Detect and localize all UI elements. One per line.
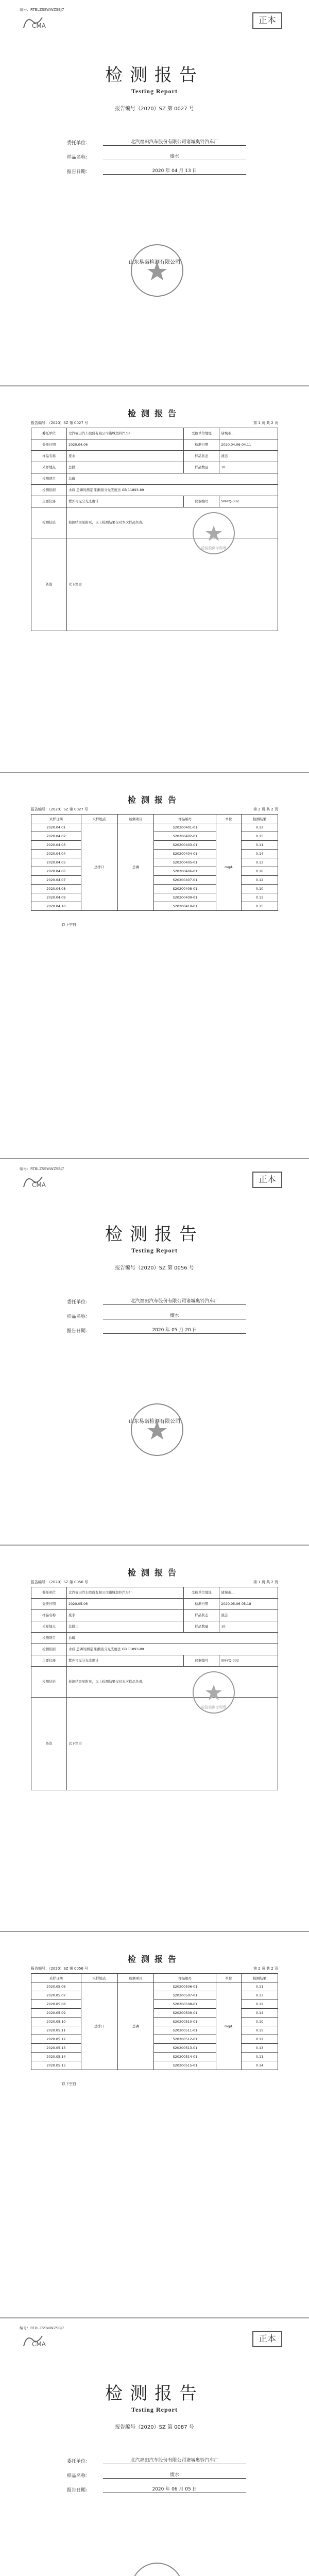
sample-id: S20200507-01 — [154, 1991, 216, 2000]
sample-value: 废水 — [103, 2471, 246, 2479]
table-row — [31, 2009, 278, 2018]
client-label: 委托单位： — [67, 2459, 91, 2464]
row-value: 检测结果见附页，以上检测结果仅对本次样品负责。 — [67, 507, 278, 538]
table-row — [31, 485, 278, 496]
serial-number: 编号：RTBLZSSWWZSBJ7 — [20, 1167, 64, 1171]
column-header: 检测项目 — [117, 815, 154, 823]
column-header: 检测项目 — [117, 1974, 154, 1982]
report-title: 检测报告 — [105, 1224, 204, 1245]
sample-value: 废水 — [103, 152, 246, 160]
test-result: 0.15 — [242, 2026, 278, 2035]
page-number: 第 1 页 共 2 页 — [253, 421, 278, 425]
row-label: 样品名称 — [31, 1610, 67, 1621]
sample-label: 样品名称： — [67, 1314, 91, 1319]
row-value: 紫外可见分光光度计 — [67, 496, 184, 507]
row-label: 委托日期 — [31, 439, 67, 451]
sample-date: 2020.04.01 — [31, 823, 81, 832]
date-value: 2020 年 06 月 05 日 — [103, 2485, 246, 2493]
sample-id: S20200513-01 — [154, 2044, 216, 2053]
serial-number: 编号：RTBLZSSWWZSBJ7 — [20, 2326, 64, 2330]
table-row — [31, 462, 278, 473]
row-label: 样品数量 — [184, 462, 219, 473]
page-number: 第 2 页 共 2 页 — [253, 1967, 278, 1971]
table-row — [31, 850, 278, 858]
column-header: 采样日期 — [31, 815, 81, 823]
data-page — [0, 773, 309, 1159]
row-value: 水质 总磷的测定 钼酸铵分光光度法 GB 11893-89 — [67, 485, 278, 496]
row-label: 采样地点 — [31, 1621, 67, 1633]
cma-logo-icon — [22, 1174, 56, 1189]
table-row — [31, 1587, 278, 1599]
table-row — [31, 2061, 278, 2070]
sample-id: S20200407-01 — [154, 876, 216, 885]
sample-id: S20200510-01 — [154, 2018, 216, 2026]
row-value: SN-YQ-032 — [219, 1655, 278, 1667]
row-value: 液态 — [219, 1610, 278, 1621]
date-value: 2020 年 04 月 13 日 — [103, 167, 246, 175]
info-page — [0, 1546, 309, 1932]
row-value: 液态 — [219, 451, 278, 462]
page-title: 检测报告 — [127, 409, 181, 418]
test-result: 0.14 — [242, 850, 278, 858]
column-header: 采样日期 — [31, 1974, 81, 1982]
sample-id: S20200508-01 — [154, 2000, 216, 2009]
row-value: 水质 总磷的测定 钼酸铵分光光度法 GB 11893-89 — [67, 1644, 278, 1655]
table-row — [31, 1599, 278, 1610]
date-value: 2020 年 05 月 20 日 — [103, 1326, 246, 1334]
test-result: 0.12 — [242, 2035, 278, 2044]
row-label: 检测依据 — [31, 485, 67, 496]
unit: mg/L — [216, 823, 242, 911]
table-row — [31, 2000, 278, 2009]
page-number: 第 1 页 共 2 页 — [253, 1580, 278, 1584]
test-result: 0.13 — [242, 858, 278, 867]
test-result: 0.10 — [242, 2018, 278, 2026]
sample-id: S20200403-01 — [154, 841, 216, 850]
table-row — [31, 1991, 278, 2000]
row-value: 总排口 — [67, 462, 184, 473]
report-subtitle: Testing Report — [131, 1247, 178, 1254]
sample-date: 2020.05.09 — [31, 2009, 81, 2018]
date-field — [67, 2485, 246, 2493]
row-value: 废水 — [67, 1610, 184, 1621]
row-value: 2020.05.06-05.18 — [219, 1599, 278, 1610]
row-value: 总磷 — [67, 473, 278, 485]
sample-date: 2020.04.09 — [31, 893, 81, 902]
date-field — [67, 167, 246, 175]
page-number: 第 2 页 共 2 页 — [253, 807, 278, 811]
table-row — [31, 902, 278, 911]
row-value: 2020.04.06 — [67, 439, 184, 451]
report-title: 检测报告 — [105, 65, 204, 86]
report-number: 报告编号：（2020）SZ 第 0027 号 — [31, 807, 89, 811]
sample-id: S20200409-01 — [154, 893, 216, 902]
sample-id: S20200402-01 — [154, 832, 216, 841]
row-label: 检测日期 — [184, 439, 219, 451]
row-label: 检测项目 — [31, 1633, 67, 1644]
column-header: 采样地点 — [81, 1974, 117, 1982]
data-page — [0, 1932, 309, 2318]
test-result: 0.15 — [242, 902, 278, 911]
table-row — [31, 876, 278, 885]
sample-value: 废水 — [103, 1312, 246, 1319]
table-row — [31, 439, 278, 451]
table-row — [31, 1644, 278, 1655]
row-label: 受检单位地址 — [184, 1587, 219, 1599]
row-label: 检测结论 — [31, 1667, 67, 1698]
row-label: 检测日期 — [184, 1599, 219, 1610]
table-header-row — [31, 1974, 278, 1982]
svg-text:CMA: CMA — [32, 2341, 46, 2348]
sample-date: 2020.05.14 — [31, 2053, 81, 2061]
page-title: 检测报告 — [127, 1568, 181, 1578]
table-row — [31, 1698, 278, 1790]
blank-mark: 以下空白 — [62, 923, 76, 927]
sample-date: 2020.04.03 — [31, 841, 81, 850]
row-value: 总排口 — [67, 1621, 184, 1633]
company-seal-icon — [129, 1401, 185, 1458]
table-row — [31, 507, 278, 538]
sample-id: S20200515-01 — [154, 2061, 216, 2070]
table-header-row — [31, 815, 278, 823]
page-title: 检测报告 — [127, 795, 181, 805]
row-value: 废水 — [67, 451, 184, 462]
cma-logo-icon — [22, 2333, 56, 2348]
sample-id: S20200405-01 — [154, 858, 216, 867]
svg-text:检验检测专用章: 检验检测专用章 — [201, 546, 227, 550]
column-header: 单位 — [216, 815, 242, 823]
table-row — [31, 832, 278, 841]
sample-date: 2020.04.10 — [31, 902, 81, 911]
sample-date: 2020.05.13 — [31, 2044, 81, 2053]
row-value: 北汽福田汽车股份有限公司诸城奥铃汽车厂 — [67, 428, 184, 439]
table-row — [31, 1982, 278, 1991]
company-seal-icon — [129, 242, 185, 299]
table-row — [31, 867, 278, 876]
report-number: 报告编号（2020）SZ 第 0087 号 — [115, 2425, 194, 2430]
test-result: 0.13 — [242, 893, 278, 902]
cma-logo-icon — [22, 14, 56, 30]
info-page — [0, 386, 309, 773]
row-label: 检测结论 — [31, 507, 67, 538]
report-title: 检测报告 — [105, 2383, 204, 2404]
sample-id: S20200404-01 — [154, 850, 216, 858]
table-row — [31, 841, 278, 850]
date-label: 报告日期： — [67, 1329, 91, 1334]
company-seal-icon — [129, 2561, 185, 2576]
row-label: 仪器编号 — [184, 496, 219, 507]
row-value: 诸城市... — [219, 1587, 278, 1599]
test-result: 0.12 — [242, 2000, 278, 2009]
table-row — [31, 2044, 278, 2053]
test-result: 0.14 — [242, 2061, 278, 2070]
sample-date: 2020.04.04 — [31, 850, 81, 858]
sample-field — [67, 152, 246, 160]
table-row — [31, 451, 278, 462]
table-row — [31, 1655, 278, 1667]
test-result: 0.15 — [242, 832, 278, 841]
table-row — [31, 496, 278, 507]
row-label: 委托日期 — [31, 1599, 67, 1610]
sample-date: 2020.05.12 — [31, 2035, 81, 2044]
sample-location: 总排口 — [81, 1982, 117, 2070]
sample-label: 样品名称： — [67, 2473, 91, 2479]
report-number: 报告编号（2020）SZ 第 0027 号 — [115, 106, 194, 112]
row-value: 2020.05.06 — [67, 1599, 184, 1610]
table-row — [31, 1610, 278, 1621]
client-label: 委托单位： — [67, 1300, 91, 1305]
test-item: 总磷 — [117, 1982, 154, 2070]
test-result: 0.13 — [242, 2044, 278, 2053]
results-table — [31, 1973, 278, 2070]
table-row — [31, 2035, 278, 2044]
svg-text:CMA: CMA — [32, 22, 46, 29]
inspection-stamp-icon — [191, 1669, 237, 1716]
row-value: 以下空白 — [67, 538, 278, 631]
row-label: 受检单位地址 — [184, 428, 219, 439]
row-value: 10 — [219, 1621, 278, 1633]
sample-field — [67, 2471, 246, 2479]
column-header: 样品编号 — [154, 815, 216, 823]
sample-id: S20200506-01 — [154, 1982, 216, 1991]
column-header: 单位 — [216, 1974, 242, 1982]
test-result: 0.11 — [242, 841, 278, 850]
original-copy-stamp: 正本 — [252, 2331, 282, 2347]
sample-date: 2020.04.06 — [31, 867, 81, 876]
unit: mg/L — [216, 1982, 242, 2070]
inspection-stamp-icon — [191, 510, 237, 556]
row-label: 样品状态 — [184, 1610, 219, 1621]
sample-location: 总排口 — [81, 823, 117, 911]
test-result: 0.13 — [242, 1991, 278, 2000]
row-label: 样品状态 — [184, 451, 219, 462]
table-row — [31, 823, 278, 832]
sample-date: 2020.04.02 — [31, 832, 81, 841]
page-title: 检测报告 — [127, 1954, 181, 1964]
row-value: 检测结果见附页，以上检测结果仅对本次样品负责。 — [67, 1667, 278, 1698]
report-subtitle: Testing Report — [131, 88, 178, 95]
row-value: SN-YQ-032 — [219, 496, 278, 507]
report-number: 报告编号：（2020）SZ 第 0027 号 — [31, 421, 89, 425]
row-value: 北汽福田汽车股份有限公司诸城奥铃汽车厂 — [67, 1587, 184, 1599]
client-value: 北汽福田汽车股份有限公司诸城奥铃汽车厂 — [103, 2456, 246, 2464]
sample-id: S20200401-01 — [154, 823, 216, 832]
report-number: 报告编号：（2020）SZ 第 0056 号 — [31, 1967, 89, 1971]
sample-id: S20200408-01 — [154, 885, 216, 893]
date-label: 报告日期： — [67, 2488, 91, 2493]
organization-name: 山东易诺检测有限公司 — [129, 1419, 180, 1425]
table-row — [31, 1633, 278, 1644]
sample-date: 2020.05.11 — [31, 2026, 81, 2035]
sample-date: 2020.04.07 — [31, 876, 81, 885]
sample-id: S20200509-01 — [154, 2009, 216, 2018]
cover-page — [0, 1159, 309, 1546]
test-result: 0.12 — [242, 876, 278, 885]
table-row — [31, 858, 278, 867]
row-label: 样品名称 — [31, 451, 67, 462]
results-table — [31, 814, 278, 911]
table-row — [31, 473, 278, 485]
original-copy-stamp: 正本 — [252, 1172, 282, 1188]
row-value: 诸城市... — [219, 428, 278, 439]
client-field — [67, 2456, 246, 2464]
table-row — [31, 1667, 278, 1698]
row-label: 委托单位 — [31, 1587, 67, 1599]
sample-date: 2020.04.08 — [31, 885, 81, 893]
date-label: 报告日期： — [67, 170, 91, 175]
sample-date: 2020.05.10 — [31, 2018, 81, 2026]
sample-date: 2020.05.07 — [31, 1991, 81, 2000]
table-row — [31, 885, 278, 893]
column-header: 采样地点 — [81, 815, 117, 823]
sample-id: S20200511-01 — [154, 2026, 216, 2035]
table-row — [31, 2026, 278, 2035]
serial-number: 编号：RTBLZSSWWZSBJ7 — [20, 8, 64, 12]
test-result: 0.10 — [242, 885, 278, 893]
sample-field — [67, 1312, 246, 1319]
original-copy-stamp: 正本 — [252, 12, 282, 29]
client-label: 委托单位： — [67, 141, 91, 146]
table-row — [31, 1621, 278, 1633]
row-label: 委托单位 — [31, 428, 67, 439]
table-row — [31, 893, 278, 902]
client-value: 北汽福田汽车股份有限公司诸城奥铃汽车厂 — [103, 1297, 246, 1305]
row-value: 以下空白 — [67, 1698, 278, 1790]
report-number: 报告编号：（2020）SZ 第 0056 号 — [31, 1580, 89, 1584]
client-field — [67, 1297, 246, 1305]
row-label: 备注 — [31, 538, 67, 631]
row-label: 采样地点 — [31, 462, 67, 473]
column-header: 检测结果 — [242, 1974, 278, 1982]
date-field — [67, 1326, 246, 1334]
row-label: 检测依据 — [31, 1644, 67, 1655]
table-row — [31, 2018, 278, 2026]
sample-id: S20200410-01 — [154, 902, 216, 911]
test-result: 0.11 — [242, 1982, 278, 1991]
row-label: 主要仪器 — [31, 496, 67, 507]
info-table — [31, 428, 278, 631]
client-value: 北汽福田汽车股份有限公司诸城奥铃汽车厂 — [103, 138, 246, 146]
report-subtitle: Testing Report — [131, 2406, 178, 2413]
table-row — [31, 538, 278, 631]
sample-id: S20200514-01 — [154, 2053, 216, 2061]
blank-mark: 以下空白 — [62, 2082, 76, 2086]
sample-date: 2020.05.06 — [31, 1982, 81, 1991]
row-label: 样品数量 — [184, 1621, 219, 1633]
table-row — [31, 428, 278, 439]
svg-text:检验检测专用章: 检验检测专用章 — [201, 1705, 227, 1709]
row-value: 总磷 — [67, 1633, 278, 1644]
column-header: 检测结果 — [242, 815, 278, 823]
row-value: 紫外可见分光光度计 — [67, 1655, 184, 1667]
sample-date: 2020.05.08 — [31, 2000, 81, 2009]
row-label: 备注 — [31, 1698, 67, 1790]
report-number: 报告编号（2020）SZ 第 0056 号 — [115, 1265, 194, 1271]
test-result: 0.14 — [242, 2009, 278, 2018]
sample-id: S20200512-01 — [154, 2035, 216, 2044]
row-label: 主要仪器 — [31, 1655, 67, 1667]
client-field — [67, 138, 246, 146]
sample-label: 样品名称： — [67, 155, 91, 160]
sample-date: 2020.04.05 — [31, 858, 81, 867]
svg-text:CMA: CMA — [32, 1181, 46, 1189]
test-item: 总磷 — [117, 823, 154, 911]
test-result: 0.11 — [242, 2053, 278, 2061]
row-label: 仪器编号 — [184, 1655, 219, 1667]
sample-id: S20200406-01 — [154, 867, 216, 876]
info-table — [31, 1587, 278, 1790]
column-header: 样品编号 — [154, 1974, 216, 1982]
cover-page — [0, 0, 309, 386]
table-row — [31, 2053, 278, 2061]
test-result: 0.16 — [242, 867, 278, 876]
cover-page — [0, 2318, 309, 2576]
row-value: 10 — [219, 462, 278, 473]
row-label: 检测项目 — [31, 473, 67, 485]
test-result: 0.12 — [242, 823, 278, 832]
organization-name: 山东易诺检测有限公司 — [129, 260, 180, 265]
row-value: 2020.04.06-04.11 — [219, 439, 278, 451]
sample-date: 2020.05.15 — [31, 2061, 81, 2070]
